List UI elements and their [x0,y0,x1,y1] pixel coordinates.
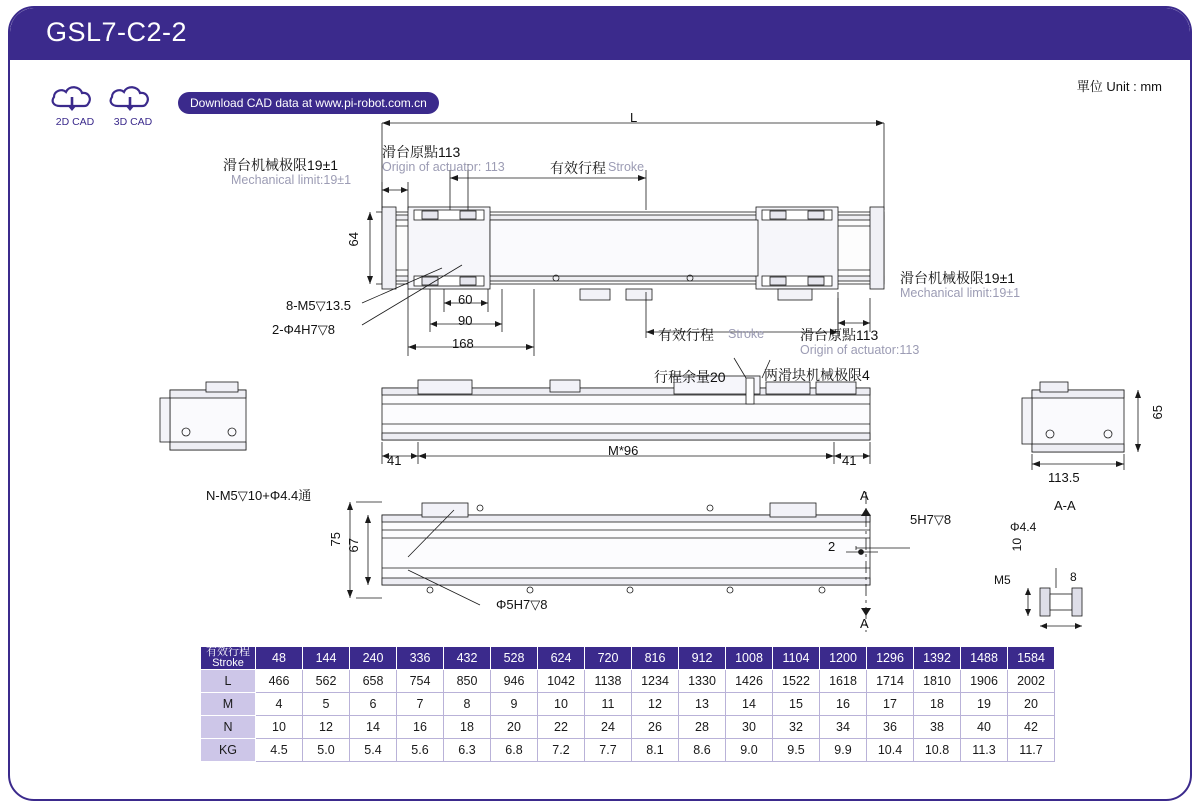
cell: 14 [726,693,773,716]
dim-label-64: 64 [346,232,361,247]
dim-label-m96: M*96 [608,443,639,458]
cell: 26 [632,716,679,739]
travel-margin-label: 行程余量20 [654,369,726,385]
cell: 34 [820,716,867,739]
stroke-bottom-cn: 有效行程 [658,327,714,343]
dim-label-168: 168 [452,336,474,351]
cell: 1234 [632,670,679,693]
cell: 24 [585,716,632,739]
cell: 7.2 [538,739,585,762]
cell: 16 [820,693,867,716]
cell: 9.5 [773,739,820,762]
cell: 36 [867,716,914,739]
cell: 19 [961,693,1008,716]
cell: 6.3 [444,739,491,762]
col-header: 1488 [961,647,1008,670]
cell: 12 [303,716,350,739]
note-n-m5: N-M5▽10+Φ4.4通 [206,488,312,503]
row-label: N [201,716,256,739]
table-row [201,716,1055,739]
col-header: 720 [585,647,632,670]
cell: 16 [397,716,444,739]
cell: 30 [726,716,773,739]
two-block-limit-label: 两滑块机械极限4 [764,367,870,383]
cell: 9.0 [726,739,773,762]
cell: 28 [679,716,726,739]
cell: 562 [303,670,350,693]
cell: 9 [491,693,538,716]
datasheet-page [8,6,1192,801]
aa-10-label: 10 [1010,538,1024,552]
origin-bottom-cn: 滑台原點113 [800,327,879,343]
stroke-top-en: Stroke [608,160,645,174]
cell: 8 [444,693,491,716]
title-bar [10,8,1190,60]
cell: 6 [350,693,397,716]
cell: 42 [1008,716,1055,739]
cell: 20 [1008,693,1055,716]
cell: 10 [256,716,303,739]
col-header: 624 [538,647,585,670]
cell: 10 [538,693,585,716]
cell: 850 [444,670,491,693]
cell: 9.9 [820,739,867,762]
stroke-top-cn: 有效行程 [550,160,606,176]
dim-label-75: 75 [328,532,343,547]
mech-limit-left-cn: 滑台机械极限19±1 [223,157,339,173]
cell: 11.3 [961,739,1008,762]
stroke-header-cn: 有效行程 [206,646,250,658]
table-row [201,670,1055,693]
col-header: 240 [350,647,397,670]
cell: 4 [256,693,303,716]
aa-m5-label: M5 [994,573,1011,587]
stroke-header-en: Stroke [212,657,244,669]
dim-label-90: 90 [458,313,473,328]
dim-label-41-left: 41 [387,453,402,468]
technical-drawing [10,60,1190,640]
cell: 1906 [961,670,1008,693]
note-5h7: 5H7▽8 [910,512,952,527]
cell: 40 [961,716,1008,739]
cell: 5 [303,693,350,716]
origin-bottom-en: Origin of actuator:113 [800,343,920,357]
aa-phi44-label: Φ4.4 [1010,520,1037,534]
cell: 2002 [1008,670,1055,693]
stroke-bottom-en: Stroke [728,327,765,341]
cell: 13 [679,693,726,716]
cell: 8.6 [679,739,726,762]
section-marker-a-top: A [860,488,869,503]
dim-label-67: 67 [346,538,361,553]
dim-label-41-right: 41 [842,453,857,468]
dim-label-2: 2 [828,539,836,554]
cad-2d-label: 2D CAD [55,116,95,128]
cell: 18 [914,693,961,716]
cell: 10.4 [867,739,914,762]
col-header: 1584 [1008,647,1055,670]
cell: 1618 [820,670,867,693]
cell: 22 [538,716,585,739]
note-phi5h7: Φ5H7▽8 [496,597,548,612]
cell: 18 [444,716,491,739]
origin-top-cn: 滑台原點113 [382,144,461,160]
page-title: GSL7-C2-2 [46,17,188,47]
col-header: 1008 [726,647,773,670]
row-label: KG [201,739,256,762]
cell: 4.5 [256,739,303,762]
mech-limit-right-cn: 滑台机械极限19±1 [900,270,1016,286]
specification-table [200,646,1055,762]
col-header: 816 [632,647,679,670]
col-header: 1200 [820,647,867,670]
download-cad-button[interactable]: Download CAD data at www.pi-robot.com.cn [178,92,439,114]
cell: 20 [491,716,538,739]
cell: 15 [773,693,820,716]
cell: 946 [491,670,538,693]
col-header: 528 [491,647,538,670]
cell: 17 [867,693,914,716]
drawing-vectors [10,60,1190,640]
cell: 5.6 [397,739,444,762]
cell: 8.1 [632,739,679,762]
cell: 10.8 [914,739,961,762]
row-label: M [201,693,256,716]
cell: 12 [632,693,679,716]
aa-8-label: 8 [1070,570,1077,584]
section-marker-a-bottom: A [860,616,869,631]
cell: 1042 [538,670,585,693]
cell: 1330 [679,670,726,693]
cell: 658 [350,670,397,693]
cell: 32 [773,716,820,739]
dim-label-L: L [630,110,638,125]
table-row [201,693,1055,716]
dim-label-113-5: 113.5 [1048,470,1080,485]
mech-limit-right-en: Mechanical limit:19±1 [900,286,1021,300]
cell: 1522 [773,670,820,693]
unit-note: 單位 Unit : mm [1076,79,1162,94]
table-row [201,739,1055,762]
col-header: 912 [679,647,726,670]
col-header: 1104 [773,647,820,670]
cad-3d-label: 3D CAD [113,116,153,128]
col-header: 1392 [914,647,961,670]
table-header-row [201,647,1055,670]
origin-top-en: Origin of actuator: 113 [382,160,505,174]
row-label: L [201,670,256,693]
col-header: 432 [444,647,491,670]
cell: 5.0 [303,739,350,762]
dim-label-65: 65 [1150,405,1165,420]
cell: 1810 [914,670,961,693]
cell: 466 [256,670,303,693]
cell: 754 [397,670,444,693]
cell: 1714 [867,670,914,693]
cell: 11 [585,693,632,716]
cell: 11.7 [1008,739,1055,762]
col-header: 336 [397,647,444,670]
cell: 7.7 [585,739,632,762]
table-row-header-stroke [201,647,256,670]
dim-label-60: 60 [458,292,473,307]
cell: 1426 [726,670,773,693]
col-header: 1296 [867,647,914,670]
mech-limit-left-en: Mechanical limit:19±1 [231,173,352,187]
col-header: 144 [303,647,350,670]
note-2-phi4: 2-Φ4H7▽8 [272,322,336,337]
cell: 14 [350,716,397,739]
cell: 38 [914,716,961,739]
cell: 5.4 [350,739,397,762]
cell: 6.8 [491,739,538,762]
cell: 7 [397,693,444,716]
cell: 1138 [585,670,632,693]
col-header: 48 [256,647,303,670]
section-aa-title: A-A [1054,498,1076,513]
note-8-m5: 8-M5▽13.5 [286,298,351,313]
